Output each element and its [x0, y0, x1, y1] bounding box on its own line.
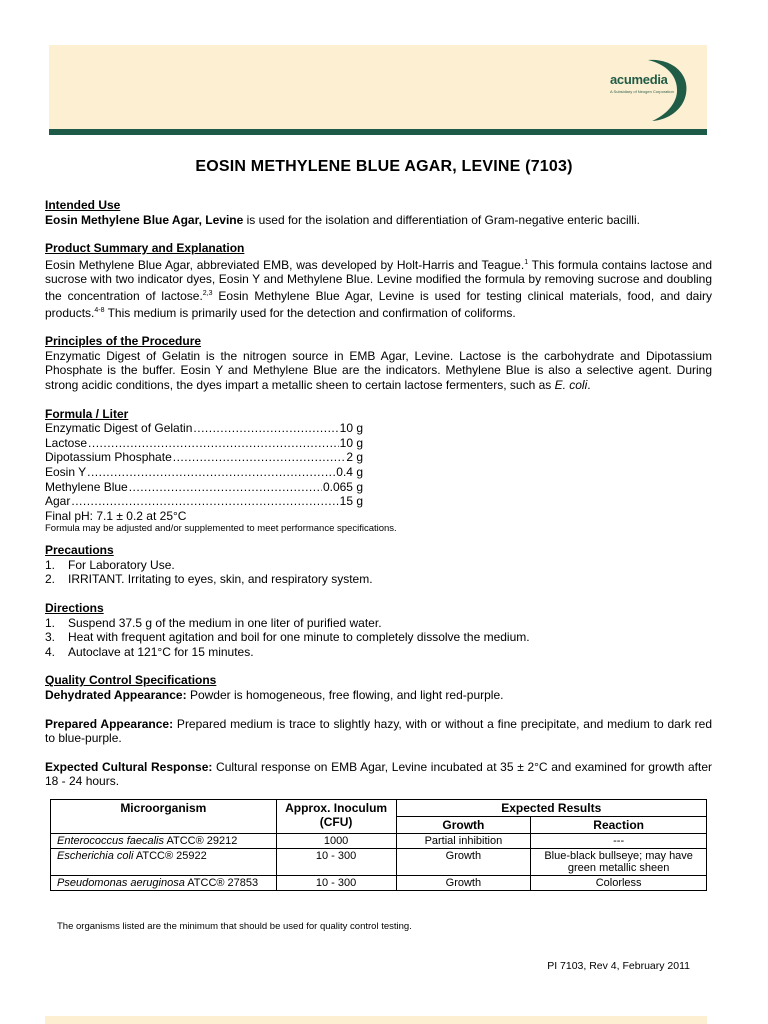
- formula-heading: Formula / Liter: [45, 406, 129, 421]
- logo-text: acumedia: [610, 72, 668, 87]
- qc-heading: Quality Control Specifications: [45, 673, 217, 688]
- precautions-list: [45, 558, 712, 587]
- document-body: [45, 198, 712, 789]
- summary-heading: Product Summary and Explanation: [45, 241, 245, 256]
- formula-list: [45, 421, 712, 509]
- list-item: 3. Heat with frequent agitation and boil for one minute to completely dissolve the medium.: [45, 630, 530, 645]
- page-title: EOSIN METHYLENE BLUE AGAR, LEVINE (7103): [195, 158, 573, 175]
- acumedia-logo: [608, 54, 692, 126]
- col-header-reaction: Reaction: [531, 817, 707, 834]
- table-note: The organisms listed are the minimum that should be used for quality control testing.: [57, 921, 412, 932]
- formula-item: Lactose ..... 10 g: [45, 436, 363, 451]
- header-rule: [49, 129, 707, 135]
- logo-subtitle: A Subsidiary of Neogen Corporation: [610, 89, 674, 94]
- principles-heading: Principles of the Procedure: [45, 334, 202, 349]
- intended-use-heading: Intended Use: [45, 198, 121, 212]
- prepared-appearance: Prepared Appearance: Prepared medium is trace to slightly hazy, with or without a fine precipitate, and medium to dark red to blue-purple.: [45, 716, 713, 746]
- formula-item: Eosin Y ..... 0.4 g: [45, 465, 363, 480]
- summary-text: Eosin Methylene Blue Agar, abbreviated EMB, was developed by Holt-Harris and Teague.$^1$ This formula contains lactose and sucrose with two indicator dyes, Eosin Y and Methylene Blue. Levine modified the formula by removing sucrose and doubling the concentration of lactose.$^{2,3}$ Eosin Methylene Blue Agar, Levine is used for testing clinical materials, food, and dairy products.$^{4-8}$ This medium is primarily used for the detection and confirmation of coliforms.: [45, 257, 713, 320]
- table-row: Enterococcus faecalis ATCC® 29212 1000 Partial inhibition ---: [51, 834, 707, 849]
- list-item: 1. Suspend 37.5 g of the medium in one liter of purified water.: [45, 615, 382, 630]
- col-header-inoculum: Approx. Inoculum (CFU): [276, 800, 396, 834]
- expected-cultural-response: Expected Cultural Response: Cultural response on EMB Agar, Levine incubated at 35 ± 2°C and examined for growth after 18 - 24 hours.: [45, 759, 712, 789]
- col-header-expected: Expected Results: [396, 800, 707, 817]
- dehydrated-appearance: Dehydrated Appearance: Powder is homogeneous, free flowing, and light red-purple.: [45, 688, 504, 703]
- formula-note: Formula may be adjusted and/or supplemented to meet performance specifications.: [45, 523, 397, 535]
- formula-item: Dipotassium Phosphate ..... 2 g: [45, 450, 363, 465]
- formula-item: Methylene Blue ..... 0.065 g: [45, 480, 363, 495]
- list-item: 1. For Laboratory Use.: [45, 557, 175, 572]
- revision-footer: PI 7103, Rev 4, February 2011: [547, 960, 690, 972]
- qc-results-table: [50, 799, 707, 891]
- final-ph: Final pH: 7.1 ± 0.2 at 25°C: [45, 508, 187, 523]
- table-row: Escherichia coli ATCC® 25922 10 - 300 Growth Blue-black bullseye; may have green metallic sheen: [51, 849, 707, 876]
- list-item: 2. IRRITANT. Irritating to eyes, skin, and respiratory system.: [45, 572, 373, 587]
- footer-band: [45, 1016, 707, 1024]
- directions-heading: Directions: [45, 601, 104, 616]
- intended-use-text: Eosin Methylene Blue Agar, Levine is used for the isolation and differentiation of Gram-negative enteric bacilli.: [45, 212, 640, 227]
- col-header-growth: Growth: [396, 817, 531, 834]
- list-item: 4. Autoclave at 121°C for 15 minutes.: [45, 644, 254, 659]
- directions-list: [45, 616, 712, 660]
- principles-text: Enzymatic Digest of Gelatin is the nitrogen source in EMB Agar, Levine. Lactose is the carbohydrate and Dipotassium Phosphate is the buffer. Eosin Y and Methylene Blue are the indicators. Methylene Blue is also a selective agent. During strong acidic conditions, the dyes impart a metallic sheen to certain lactose fermenters, such as E. coli.: [45, 348, 712, 392]
- col-header-organism: Microorganism: [51, 800, 277, 834]
- table-row: Pseudomonas aeruginosa ATCC® 27853 10 - 300 Growth Colorless: [51, 876, 707, 891]
- formula-item: Agar ..... 15 g: [45, 494, 363, 509]
- formula-item: Enzymatic Digest of Gelatin ..... 10 g: [45, 421, 363, 436]
- precautions-heading: Precautions: [45, 543, 114, 558]
